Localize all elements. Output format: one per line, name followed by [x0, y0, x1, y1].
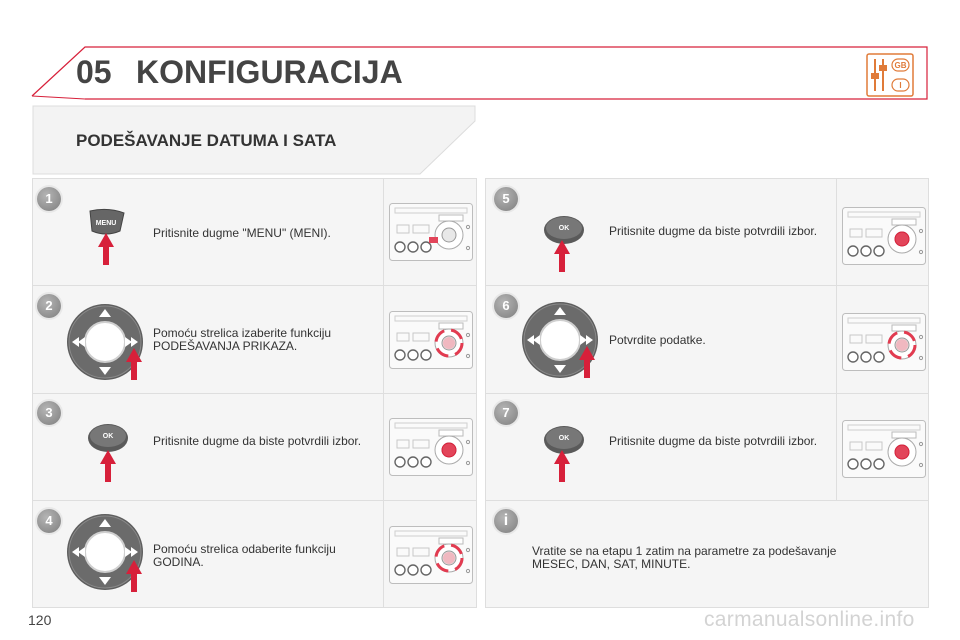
row-divider [485, 393, 929, 394]
row-divider [32, 393, 477, 394]
step-3-text: Pritisnite dugme da biste potvrdili izbor. [153, 434, 362, 448]
navigation-pad-icon [64, 302, 154, 386]
step-number-badge: 2 [37, 294, 61, 318]
step-number-badge: 7 [494, 401, 518, 425]
chapter-title: KONFIGURACIJA [136, 54, 403, 90]
ok-button-icon [540, 214, 590, 274]
step-2-text: Pomoću strelica izaberite funkciju PODEŠAVANJA PRIKAZA. [153, 326, 332, 353]
radio-panel-thumbnail [389, 418, 473, 476]
step-number-badge: 6 [494, 294, 518, 318]
radio-panel-thumbnail [842, 207, 926, 265]
step-5-text: Pritisnite dugme da biste potvrdili izbor. [609, 224, 818, 238]
radio-panel-thumbnail [389, 526, 473, 584]
ok-button-label: OK [102, 433, 114, 440]
step-4-text: Pomoću strelica odaberite funkciju GODINA. [153, 542, 336, 569]
radio-panel-thumbnail [842, 313, 926, 371]
radio-panel-thumbnail [842, 420, 926, 478]
menu-button-label: MENU [95, 220, 117, 227]
step-6-text: Potvrdite podatke. [609, 333, 706, 347]
info-text: Vratite se na etapu 1 zatim na parametre za podešavanje MESEC, DAN, SAT, MINUTE. [532, 544, 837, 571]
row-divider [485, 500, 929, 501]
step-number-badge: 5 [494, 187, 518, 211]
row-divider [32, 500, 477, 501]
ok-button-label: OK [558, 225, 570, 232]
column-divider [383, 178, 384, 608]
radio-panel-thumbnail [389, 311, 473, 369]
step-number-badge: 1 [37, 187, 61, 211]
ok-button-icon [540, 424, 590, 484]
column-divider [836, 178, 837, 500]
ok-button-label: OK [558, 435, 570, 442]
icon-label-i: I [899, 81, 902, 90]
navigation-pad-icon [64, 512, 154, 596]
section-title: PODEŠAVANJE DATUMA I SATA [76, 131, 337, 150]
menu-button-icon [86, 205, 130, 265]
row-divider [32, 285, 477, 286]
step-number-badge: 3 [37, 401, 61, 425]
watermark: carmanualsonline.info [704, 608, 915, 631]
navigation-pad-icon [519, 300, 609, 384]
ok-button-icon [84, 422, 134, 482]
page-number: 120 [28, 612, 52, 628]
step-number-badge: 4 [37, 509, 61, 533]
settings-sliders-icon [866, 53, 914, 97]
step-7-text: Pritisnite dugme da biste potvrdili izbor. [609, 434, 818, 448]
radio-panel-thumbnail [389, 203, 473, 261]
info-badge: i [494, 509, 518, 533]
chapter-number: 05 [76, 54, 112, 90]
step-1-text: Pritisnite dugme "MENU" (MENI). [153, 226, 331, 240]
icon-label-gb: GB [894, 61, 907, 70]
row-divider [485, 285, 929, 286]
